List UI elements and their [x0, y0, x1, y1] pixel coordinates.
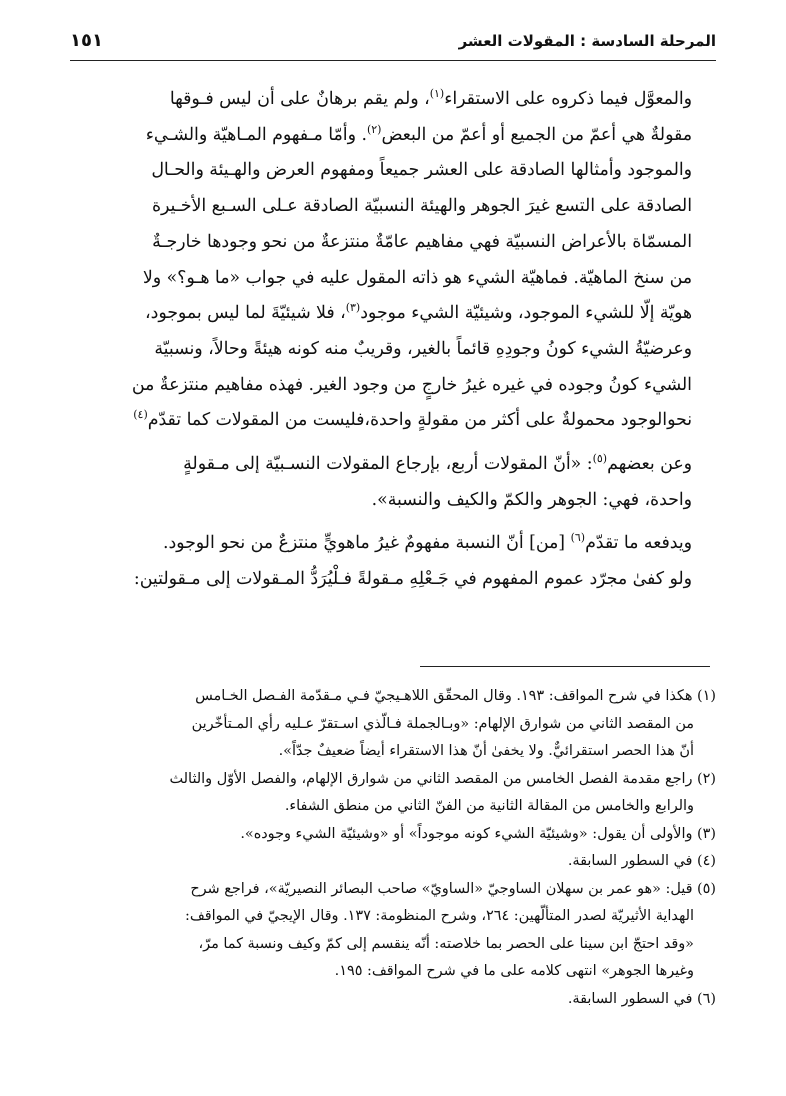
paragraph-1 — [70, 82, 716, 439]
text-line: والموجود وأمثالها الصادقة على العشر جميعاً ومفهوم العرض والهـيئة والحـال — [151, 160, 692, 181]
paragraph-2 — [70, 447, 716, 518]
footnote-line: وغيرها الجوهر» انتهى كلامه على ما في شرح المواقف: ١٩٥. — [334, 963, 694, 979]
text-line: مقولةٌ هي أعمّ من الجميع أو أعمّ من البعض$^{(٢)}$. وأمّا مـفهوم المـاهيّة والشـيء — [145, 122, 692, 145]
text-line: وعن بعضهم$^{(٥)}$: «أنّ المقولات أربع، بإرجاع المقولات النسـبيّة إلى مـقولةٍ — [183, 452, 692, 475]
footnote-4 — [70, 848, 716, 876]
chapter-title: المرحلة السادسة : المقولات العشر — [458, 32, 716, 50]
page-number: ١٥١ — [70, 30, 103, 51]
footnote-5 — [70, 876, 716, 986]
footnote-line: (٦) في السطور السابقة. — [567, 990, 716, 1007]
footnote-line: «وقد احتجّ ابن سينا على الحصر بما خلاصته: أنّه ينقسم إلى كمّ وكيف ونسبة كما مرّ، — [198, 935, 694, 952]
text-line: من سنخ الماهيّة. فماهيّة الشيء هو ذاته المقول عليه في جواب «ما هـو؟» ولا — [142, 267, 692, 288]
text-line: هويّة إلّا للشيء الموجود، وشيئيّة الشيء موجود$^{(٣)}$، فلا شيئيّةَ لما ليس بموجود، — [145, 301, 692, 324]
footnote-line: أنّ هذا الحصر استقرائيٌّ. ولا يخفىٰ أنّ هذا الاستقراء أيضاً ضعيفٌ جدّاً». — [278, 743, 694, 759]
footnote-separator — [420, 666, 710, 667]
footnote-line: الهداية الأثيريّة لصدر المتألّهين: ٢٦٤، وشرح المنظومة: ١٣٧. وقال الإيجيّ في المواقف: — [184, 908, 694, 924]
text-line: ويدفعه ما تقدّم$^{(٦)}$ [من] أنّ النسبة مفهومٌ غيرُ ماهويٍّ منتزعٌ من نحو الوجود. — [162, 531, 692, 554]
text-line: وعرضيّةُ الشيء كونُ وجودِهِ قائماً بالغير، وقريبٌ منه كونه هيئةً وحالاً، ونسبيّة — [154, 338, 692, 359]
text-line: ولو كفىٰ مجرّد عموم المفهوم في جَـعْلِهِ مـقولةً فـلْيُرَدُّ المـقولات إلى مـقولتين: — [133, 569, 692, 590]
footnote-ref[interactable]: (١) — [429, 87, 445, 101]
footnote-ref[interactable]: (٣) — [345, 301, 361, 315]
footnote-3 — [70, 821, 716, 849]
footnote-ref[interactable]: (٥) — [592, 452, 608, 466]
footnote-line: (٣) والأولى أن يقول: «وشيئيّة الشيء كونه موجوداً» أو «وشيئيّة الشيء وجوده». — [240, 825, 716, 842]
footnote-line: (١) هكذا في شرح المواقف: ١٩٣. وقال المحقّق اللاهـيجيّ فـي مـقدّمة الفـصل الخـامس — [195, 688, 716, 704]
footnote-line: من المقصد الثاني من شوارق الإلهام: «وبـالجملة فـالّذي اسـتقرّ عـليه رأي المـتأخّرين — [191, 715, 694, 732]
footnote-6 — [70, 986, 716, 1014]
footnote-ref[interactable]: (٢) — [366, 122, 382, 136]
footnote-ref[interactable]: (٦) — [570, 531, 586, 545]
text-line: الشيء كونُ وجوده في غيره غيرُ خارجٍ من وجود الغير. فهذه مفاهيم منتزعةٌ من — [131, 374, 692, 395]
text-line: الصادقة على التسع غيرَ الجوهر والهيئة النسبيّة الصادقة عـلى السـبع الأخـيرة — [151, 196, 692, 217]
running-header — [70, 30, 716, 61]
text-line: واحدة، فهي: الجوهر والكمّ والكيف والنسبة». — [371, 489, 692, 510]
footnote-ref[interactable]: (٤) — [133, 408, 148, 422]
footnote-1 — [70, 683, 716, 766]
footnote-line: (٢) راجع مقدمة الفصل الخامس من المقصد الثاني من شوارق الإلهام، والفصل الأوّل والثالث — [169, 770, 716, 787]
text-line: نحوالوجود محمولةٌ على أكثر من مقولةٍ واحدة،فليست من المقولات كما تقدّم$^{(٤)}$ — [133, 408, 692, 431]
footnote-line: (٤) في السطور السابقة. — [567, 853, 716, 869]
footnote-2 — [70, 766, 716, 821]
footnote-line: (٥) قيل: «هو عمر بن سهلان الساوجيّ «الساويّ» صاحب البصائر النصيريّة»، فراجع شرح — [190, 880, 716, 897]
footnotes — [70, 683, 716, 1013]
text-line: المسمّاة بالأعراض النسبيّة فهي مفاهيم عامّةٌ منتزعةٌ من نحو وجودها خارجـةٌ — [152, 231, 692, 252]
text-line: والمعوَّل فيما ذكروه على الاستقراء$^{(١)}$، ولم يقم برهانٌ على أن ليس فـوقها — [169, 87, 692, 109]
paragraph-3 — [70, 526, 716, 597]
main-text — [70, 82, 716, 598]
footnote-line: والرابع والخامس من المقالة الثانية من الفنّ الثاني من منطق الشفاء. — [284, 798, 694, 814]
